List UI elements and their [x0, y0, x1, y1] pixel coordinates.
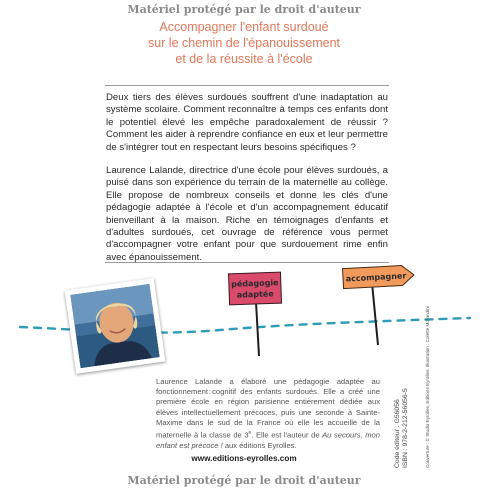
subtitle-line-2: sur le chemin de l'épanouissement — [147, 36, 341, 50]
author-photo — [65, 278, 166, 374]
author-portrait — [70, 284, 160, 368]
signpost-right — [343, 265, 415, 289]
signpost-left-label-2: adaptée — [236, 289, 274, 300]
copyright-watermark-top: Matériel protégé par le droit d'auteur — [127, 3, 361, 16]
cover-credits: Couverture : © Studio Eyrolles, Éditions Eyrolles. Illustration : Colette Morandini — [425, 306, 430, 468]
subtitle-line-1: Accompagner l'enfant surdoué — [159, 20, 329, 34]
signpost-left — [228, 272, 281, 305]
subtitle-line-3: et de la réussite à l'école — [175, 52, 313, 66]
isbn-block — [394, 388, 410, 468]
publisher-code: Code éditeur : G56056 — [394, 399, 401, 468]
bio-text-3: aux éditions Eyrolles. — [222, 440, 297, 450]
bio-superscript: e — [248, 430, 252, 437]
author-bio — [156, 377, 380, 451]
bio-book-title: Au secours, mon enfant est précoce ! — [156, 430, 380, 450]
bio-text-2: . Elle est l'auteur de — [251, 430, 323, 440]
bio-text-1: Laurence Lalande a élaboré une pédagogie adaptée au fonctionnement cognitif des enfants surdoués. Elle a créé une première école en région parisienne entièrement dédiée aux élèves intellectuellement précoces, puis une seconde à Sainte-Maxime dans le sud de la France où elle les accueille de la maternelle à la classe de 3 — [156, 377, 380, 440]
copyright-watermark-bottom: Matériel protégé par le droit d'auteur — [127, 474, 361, 487]
blurb-paragraph-1: Deux tiers des élèves surdoués souffrent d'une inadaptation au système scolaire. Comment reconnaître à temps ces enfants dont le potentiel élevé les empêche paradoxalement de réussir ? Comment les aider à reprendre confiance en eux et leur permettre de s'intégrer tout en respectant leurs besoins spécifiques ? — [106, 92, 388, 153]
signpost-right-pole — [372, 283, 378, 345]
signpost-left-label-1: pédagogie — [230, 278, 279, 289]
isbn: ISBN : 978-2-212-56056-5 — [402, 388, 409, 468]
publisher-website: www.editions-eyrolles.com — [191, 454, 297, 463]
blurb-paragraph-2: Laurence Lalande, directrice d'une école pour élèves surdoués, a puisé dans son expérience du terrain de la maternelle au collège. Elle propose de nombreux conseils et donne les clés d'une pédagogie adaptée à l'école et d'un accompagnement éducatif bienveillant à la maison. Riche en témoignages d'enfants et d'adultes surdoués, cet ouvrage de référence vous permet d'accompagner votre enfant pour que surdouement rime enfin avec épanouissement. — [106, 165, 388, 263]
signpost-right-label: accompagner — [345, 271, 407, 284]
signpost-left-pole — [256, 302, 259, 356]
